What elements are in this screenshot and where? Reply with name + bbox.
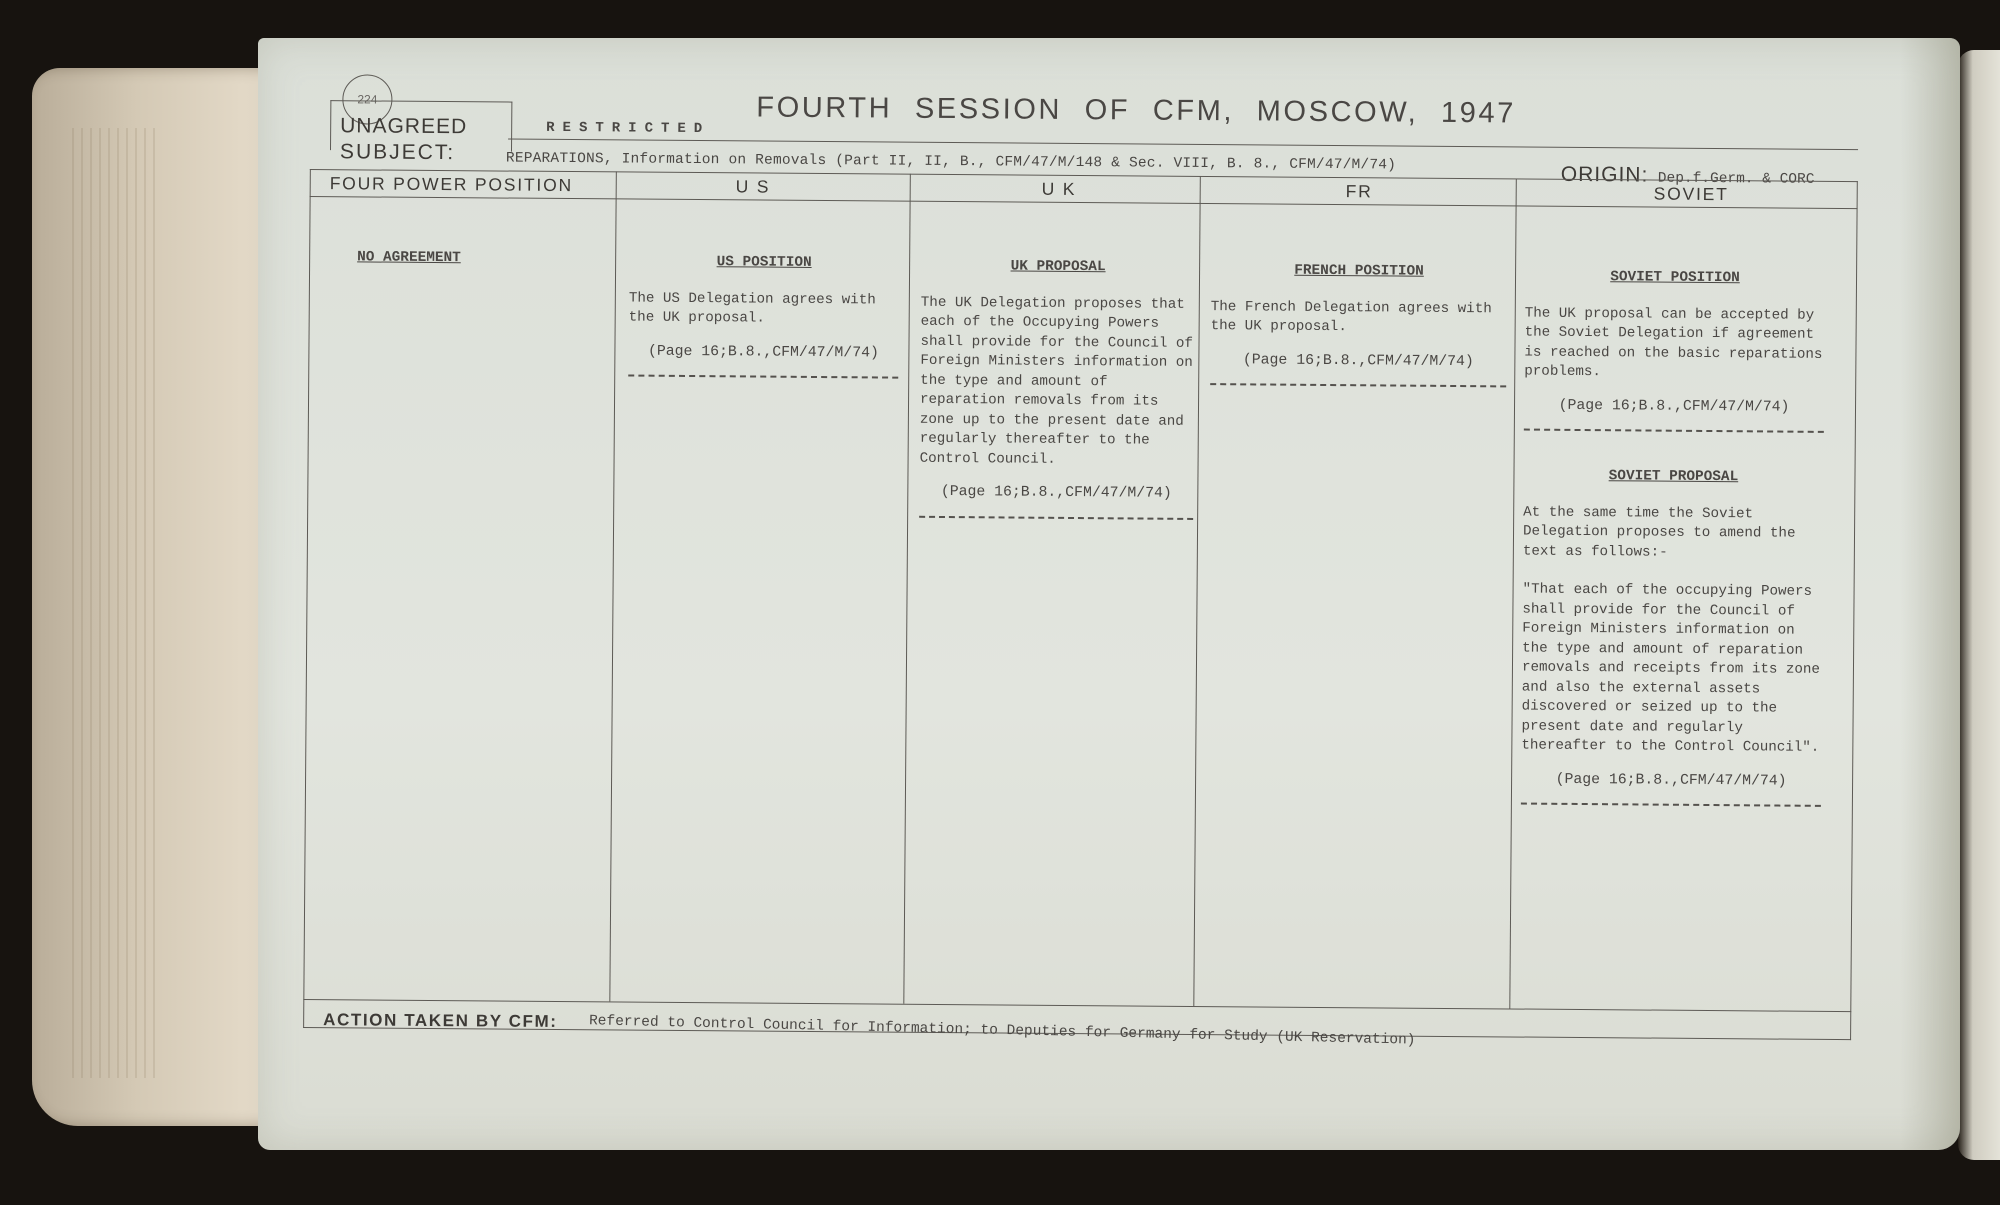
us-reference: (Page 16;B.8.,CFM/47/M/74) — [647, 343, 879, 361]
subject-text: REPARATIONS, Information on Removals (Part II, II, B., CFM/47/M/148 & Sec. VIII, B. 8., CFM/47/M/74) — [505, 150, 1397, 174]
no-agreement-heading: NO AGREEMENT — [357, 249, 461, 267]
col-header-soviet: SOVIET — [1653, 183, 1729, 205]
dashed-separator — [1524, 429, 1824, 433]
uk-proposal-heading: UK PROPOSAL — [1010, 258, 1106, 276]
us-position-text: The US Delegation agrees with the UK proposal. — [628, 290, 876, 327]
subject-label: SUBJECT: — [339, 140, 456, 165]
uk-reference: (Page 16;B.8.,CFM/47/M/74) — [940, 483, 1172, 502]
col-header-us: U S — [735, 176, 771, 197]
unagreed-label: UNAGREED — [340, 114, 468, 139]
action-text: Referred to Control Council for Information; to Deputies for Germany for Study (UK Reservation) — [588, 1013, 1416, 1049]
soviet-proposal-heading: SOVIET PROPOSAL — [1608, 468, 1739, 486]
col-header-uk: U K — [1041, 178, 1077, 200]
soviet-cell — [1521, 268, 1825, 807]
soviet-proposal-text: "That each of the occupying Powers shall provide for the Council of Foreign Ministers information on the type and amount of reparation removals and receipts from its zone and also the external assets discovered or seized up to the present date and regularly thereafter to the Control Council". — [1521, 581, 1821, 756]
fr-reference: (Page 16;B.8.,CFM/47/M/74) — [1242, 351, 1474, 370]
uk-cell — [919, 257, 1195, 520]
document-title: FOURTH SESSION OF CFM, MOSCOW, 1947 — [756, 91, 1516, 130]
cfm-form — [303, 91, 1858, 1070]
french-position-text: The French Delegation agrees with the UK proposal. — [1210, 298, 1492, 336]
soviet-proposal-intro: At the same time the Soviet Delegation proposes to amend the text as follows:- — [1522, 504, 1796, 561]
page-number-stamp: 224 — [342, 74, 392, 124]
uk-proposal-text: The UK Delegation proposes that each of the Occupying Powers shall provide for the Council of Foreign Ministers information on the type and amount of reparation removals from its zone up to the present date and regularly thereafter to the Control Council. — [919, 294, 1194, 468]
french-position-heading: FRENCH POSITION — [1294, 262, 1424, 280]
action-label: ACTION TAKEN BY CFM: — [323, 1010, 558, 1031]
us-position-heading: US POSITION — [716, 254, 812, 271]
col-header-four-power: FOUR POWER POSITION — [329, 173, 574, 196]
soviet-proposal-reference: (Page 16;B.8.,CFM/47/M/74) — [1555, 771, 1787, 790]
soviet-position-text: The UK proposal can be accepted by the Soviet Delegation if agreement is reached on the basic reparations problems. — [1524, 305, 1823, 381]
soviet-position-heading: SOVIET POSITION — [1610, 269, 1740, 287]
us-cell — [628, 253, 899, 379]
classification-mark: RESTRICTED — [546, 119, 711, 138]
four-power-cell — [357, 248, 537, 286]
col-header-fr: FR — [1345, 181, 1373, 202]
fr-cell — [1210, 261, 1507, 387]
facing-page-edge — [1958, 50, 2000, 1160]
soviet-reference: (Page 16;B.8.,CFM/47/M/74) — [1558, 397, 1790, 416]
origin-value: Dep.f.Germ. & CORC — [1657, 170, 1815, 188]
origin-label: ORIGIN: — [1560, 162, 1649, 187]
